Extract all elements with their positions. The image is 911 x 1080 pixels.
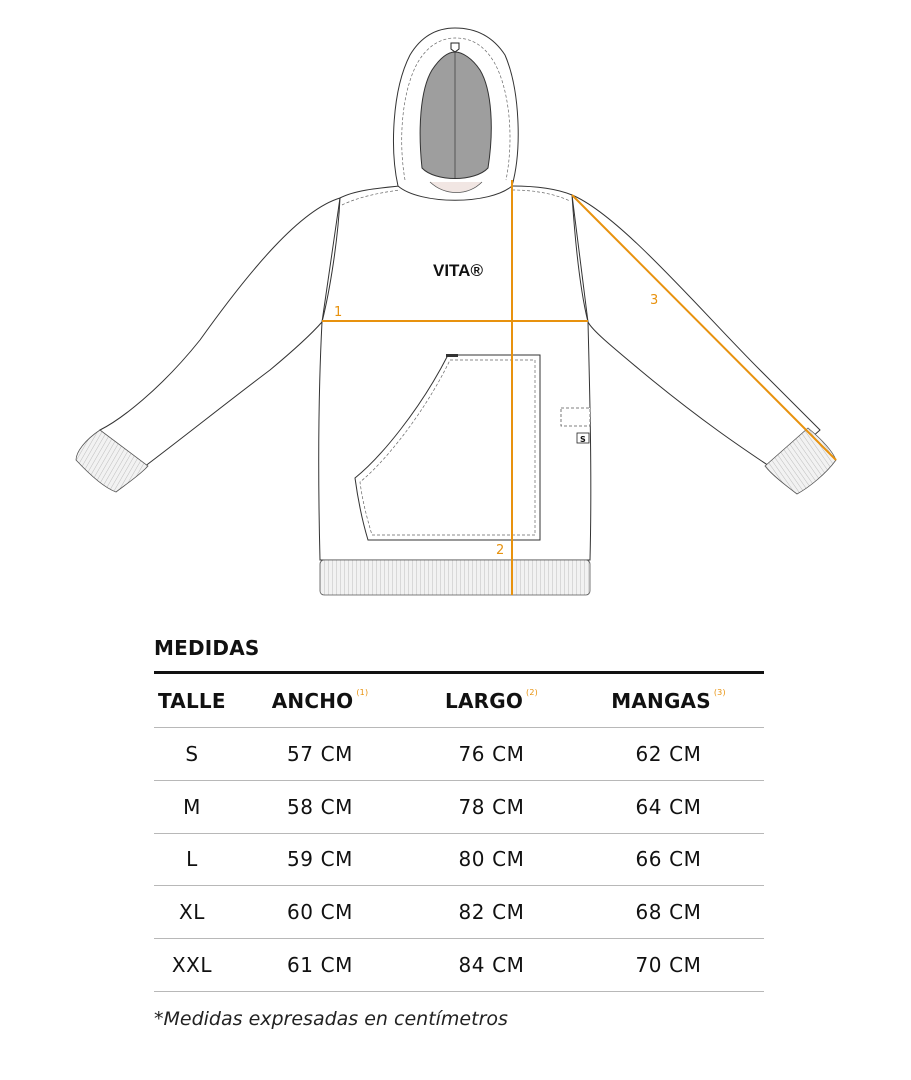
width-cell: 61 CM [286,953,354,978]
header-length-note: (2) [526,688,538,697]
width-cell: 59 CM [286,847,354,872]
width-cell: 57 CM [286,741,354,766]
size-cell: XXL [171,953,213,978]
size-tag-label: S [580,435,586,444]
length-cell: 82 CM [458,900,525,925]
size-table [154,671,764,992]
table-row [154,781,764,834]
header-sleeves-note: (3) [713,688,726,697]
size-cell: S [185,741,199,766]
header-sleeves: MANGAS $^{(3)}$ [611,688,726,713]
length-cell: 84 CM [458,953,525,978]
waistband [320,560,590,595]
table-header-row [154,674,764,728]
measure-label-2: 2 [496,543,505,558]
header-width-note: (1) [356,688,369,697]
length-cell: 80 CM [458,847,525,872]
size-cell: L [186,847,198,872]
header-width: ANCHO $^{(1)}$ [271,688,369,713]
table-row [154,886,764,939]
sleeve-cell: 70 CM [635,953,702,978]
width-cell: 60 CM [286,900,354,925]
sleeve-cell: 66 CM [635,847,702,872]
size-cell: XL [178,900,206,925]
measure-label-3: 3 [650,293,659,308]
table-row [154,728,764,781]
sleeve-cell: 68 CM [635,900,702,925]
measurements-title: MEDIDAS [154,636,260,660]
length-cell: 76 CM [458,741,525,766]
left-sleeve [100,198,343,470]
brand-logo: VITA® [433,261,483,280]
sleeve-cell: 62 CM [635,741,702,766]
table-row [154,939,764,992]
side-tab [561,408,590,426]
pocket-trim [446,354,458,357]
sleeve-cell: 64 CM [635,794,702,819]
width-cell: 58 CM [286,794,354,819]
right-sleeve [572,195,820,470]
header-size: TALLE [158,688,226,713]
footnote: *Medidas expresadas en centímetros [154,1008,508,1030]
table-row [154,834,764,887]
length-cell: 78 CM [458,794,525,819]
measure-label-1: 1 [334,305,343,320]
size-cell: M [183,794,201,819]
header-length: LARGO $^{(2)}$ [445,688,538,713]
